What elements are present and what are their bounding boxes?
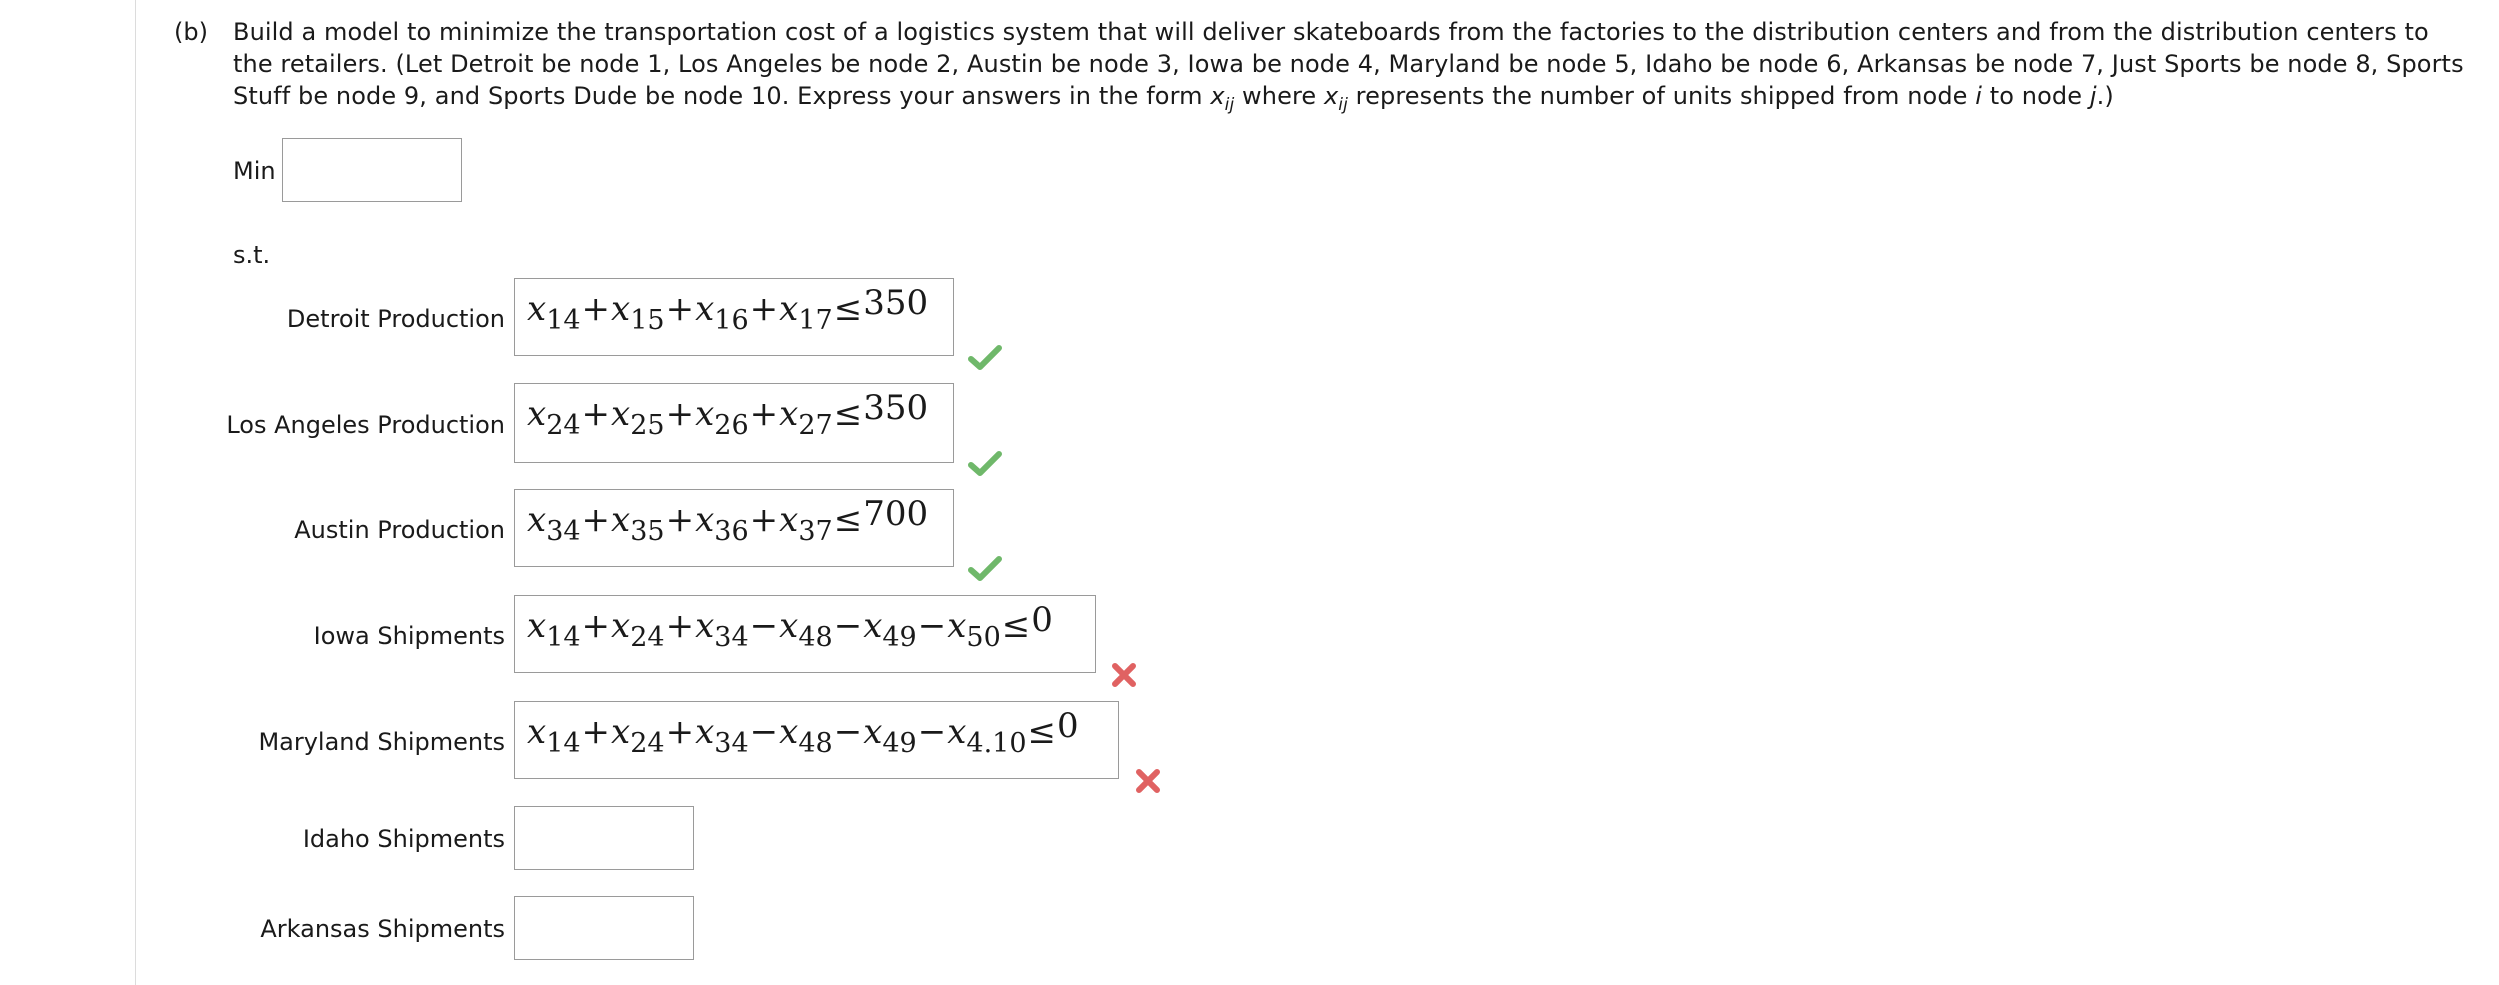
variable-subscript: 48: [798, 622, 833, 653]
objective-input[interactable]: [282, 138, 462, 202]
constraint-input-detroit[interactable]: [514, 278, 954, 356]
operator-sign: −: [917, 606, 947, 646]
variable-x: x: [779, 712, 799, 752]
variable-subscript: 34: [714, 622, 749, 653]
variable-x: x: [779, 500, 799, 540]
variable-x: x: [695, 289, 715, 329]
variable-subscript: 26: [714, 410, 749, 441]
operator-sign: +: [581, 712, 611, 752]
variable-x: x: [611, 712, 631, 752]
variable-x: x: [611, 606, 631, 646]
var-letter-2: x: [1323, 82, 1339, 110]
variable-subscript: 24: [630, 622, 665, 653]
variable-subscript: 50: [966, 622, 1001, 653]
constraint-input-austin[interactable]: [514, 489, 954, 567]
node-j: j: [2089, 82, 2097, 110]
check-icon: [968, 344, 1002, 372]
operator-sign: +: [665, 289, 695, 329]
operator-sign: +: [581, 289, 611, 329]
variable-subscript: 24: [546, 410, 581, 441]
variable-subscript: 16: [714, 305, 749, 336]
operator-sign: +: [749, 289, 779, 329]
operator-sign: +: [581, 606, 611, 646]
variable-subscript: 34: [546, 516, 581, 547]
operator-sign: −: [833, 712, 863, 752]
relation-sign: ≤: [833, 289, 863, 329]
part-label: (b): [174, 18, 208, 46]
variable-subscript: 35: [630, 516, 665, 547]
variable-x: x: [695, 394, 715, 434]
operator-sign: +: [665, 712, 695, 752]
left-margin-rule: [135, 0, 136, 985]
variable-subscript: 25: [630, 410, 665, 441]
variable-x: x: [611, 500, 631, 540]
operator-sign: −: [833, 606, 863, 646]
operator-sign: −: [917, 712, 947, 752]
variable-x: x: [527, 712, 547, 752]
variable-x: x: [527, 606, 547, 646]
variable-x: x: [695, 500, 715, 540]
operator-sign: +: [749, 394, 779, 434]
variable-subscript: 27: [798, 410, 833, 441]
variable-x: x: [527, 394, 547, 434]
variable-subscript: 37: [798, 516, 833, 547]
relation-sign: ≤: [833, 500, 863, 540]
variable-subscript: 24: [630, 728, 665, 759]
variable-x: x: [863, 606, 883, 646]
cross-icon: [1110, 661, 1138, 689]
check-icon: [968, 555, 1002, 583]
st-label: s.t.: [233, 241, 271, 269]
question-represents: represents the number of units shipped from node: [1347, 82, 1976, 110]
variable-x: x: [947, 606, 967, 646]
operator-sign: +: [665, 394, 695, 434]
variable-subscript: 36: [714, 516, 749, 547]
variable-subscript: 15: [630, 305, 665, 336]
constraint-label-detroit: Detroit Production: [286, 305, 505, 333]
constraint-expression: [527, 283, 928, 341]
variable-x: x: [611, 289, 631, 329]
constraint-expression: [527, 494, 928, 552]
constraint-expression: [527, 706, 1079, 764]
relation-sign: ≤: [1027, 712, 1057, 752]
constraint-expression: [527, 600, 1053, 658]
variable-x: x: [527, 289, 547, 329]
right-hand-side: 350: [863, 388, 929, 428]
constraint-label-austin: Austin Production: [294, 516, 505, 544]
constraint-label-maryland: Maryland Shipments: [258, 728, 505, 756]
constraint-input-arkansas[interactable]: [514, 896, 694, 960]
operator-sign: +: [665, 500, 695, 540]
question-intro: Build a model to minimize the transportation cost of a logistics system that will deliver skateboards from the factories to the distribution centers and from the distribution centers to the retailers. (Let Detroit be node 1, Los Angeles be node 2, Austin be node 3, Iowa be node 4, Maryland be node 5, Idaho be node 6, Arkansas be node 7, Just Sports be node 8, Sports Stuff be node 9, and Sports Dude be node 10. Express your answers in the form: [233, 18, 2464, 110]
constraint-expression: [527, 388, 928, 446]
variable-subscript: 49: [882, 728, 917, 759]
question-end: .): [2096, 82, 2114, 110]
variable-subscript: 14: [546, 305, 581, 336]
variable-x: x: [779, 394, 799, 434]
constraint-input-los-angeles[interactable]: [514, 383, 954, 463]
question-where: where: [1234, 82, 1324, 110]
operator-sign: −: [749, 606, 779, 646]
right-hand-side: 350: [863, 283, 929, 323]
check-icon: [968, 450, 1002, 478]
variable-subscript: 4.10: [966, 728, 1027, 759]
variable-x: x: [695, 606, 715, 646]
variable-subscript: 14: [546, 622, 581, 653]
constraint-label-arkansas: Arkansas Shipments: [260, 915, 505, 943]
right-hand-side: 0: [1057, 706, 1079, 746]
variable-x: x: [863, 712, 883, 752]
right-hand-side: 700: [863, 494, 929, 534]
variable-x: x: [611, 394, 631, 434]
operator-sign: −: [749, 712, 779, 752]
var-subscript-2: ij: [1338, 95, 1348, 115]
cross-icon: [1134, 767, 1162, 795]
operator-sign: +: [665, 606, 695, 646]
variable-subscript: 34: [714, 728, 749, 759]
operator-sign: +: [581, 500, 611, 540]
objective-label: Min: [233, 157, 276, 185]
variable-x: x: [695, 712, 715, 752]
right-hand-side: 0: [1031, 600, 1053, 640]
node-i: i: [1975, 82, 1983, 110]
question-text: [233, 16, 2473, 115]
variable-subscript: 48: [798, 728, 833, 759]
constraint-label-iowa: Iowa Shipments: [313, 622, 505, 650]
variable-subscript: 14: [546, 728, 581, 759]
relation-sign: ≤: [833, 394, 863, 434]
var-subscript: ij: [1224, 95, 1235, 115]
variable-subscript: 17: [798, 305, 833, 336]
variable-x: x: [779, 289, 799, 329]
operator-sign: +: [749, 500, 779, 540]
variable-subscript: 49: [882, 622, 917, 653]
variable-x: x: [779, 606, 799, 646]
constraint-input-iowa[interactable]: [514, 595, 1096, 673]
constraint-input-idaho[interactable]: [514, 806, 694, 870]
variable-x: x: [527, 500, 547, 540]
operator-sign: +: [581, 394, 611, 434]
relation-sign: ≤: [1001, 606, 1031, 646]
constraint-label-idaho: Idaho Shipments: [302, 825, 505, 853]
var-letter: x: [1210, 82, 1225, 110]
variable-x: x: [947, 712, 967, 752]
constraint-input-maryland[interactable]: [514, 701, 1119, 779]
constraint-label-los-angeles: Los Angeles Production: [226, 411, 505, 439]
question-to-node: to node: [1982, 82, 2090, 110]
